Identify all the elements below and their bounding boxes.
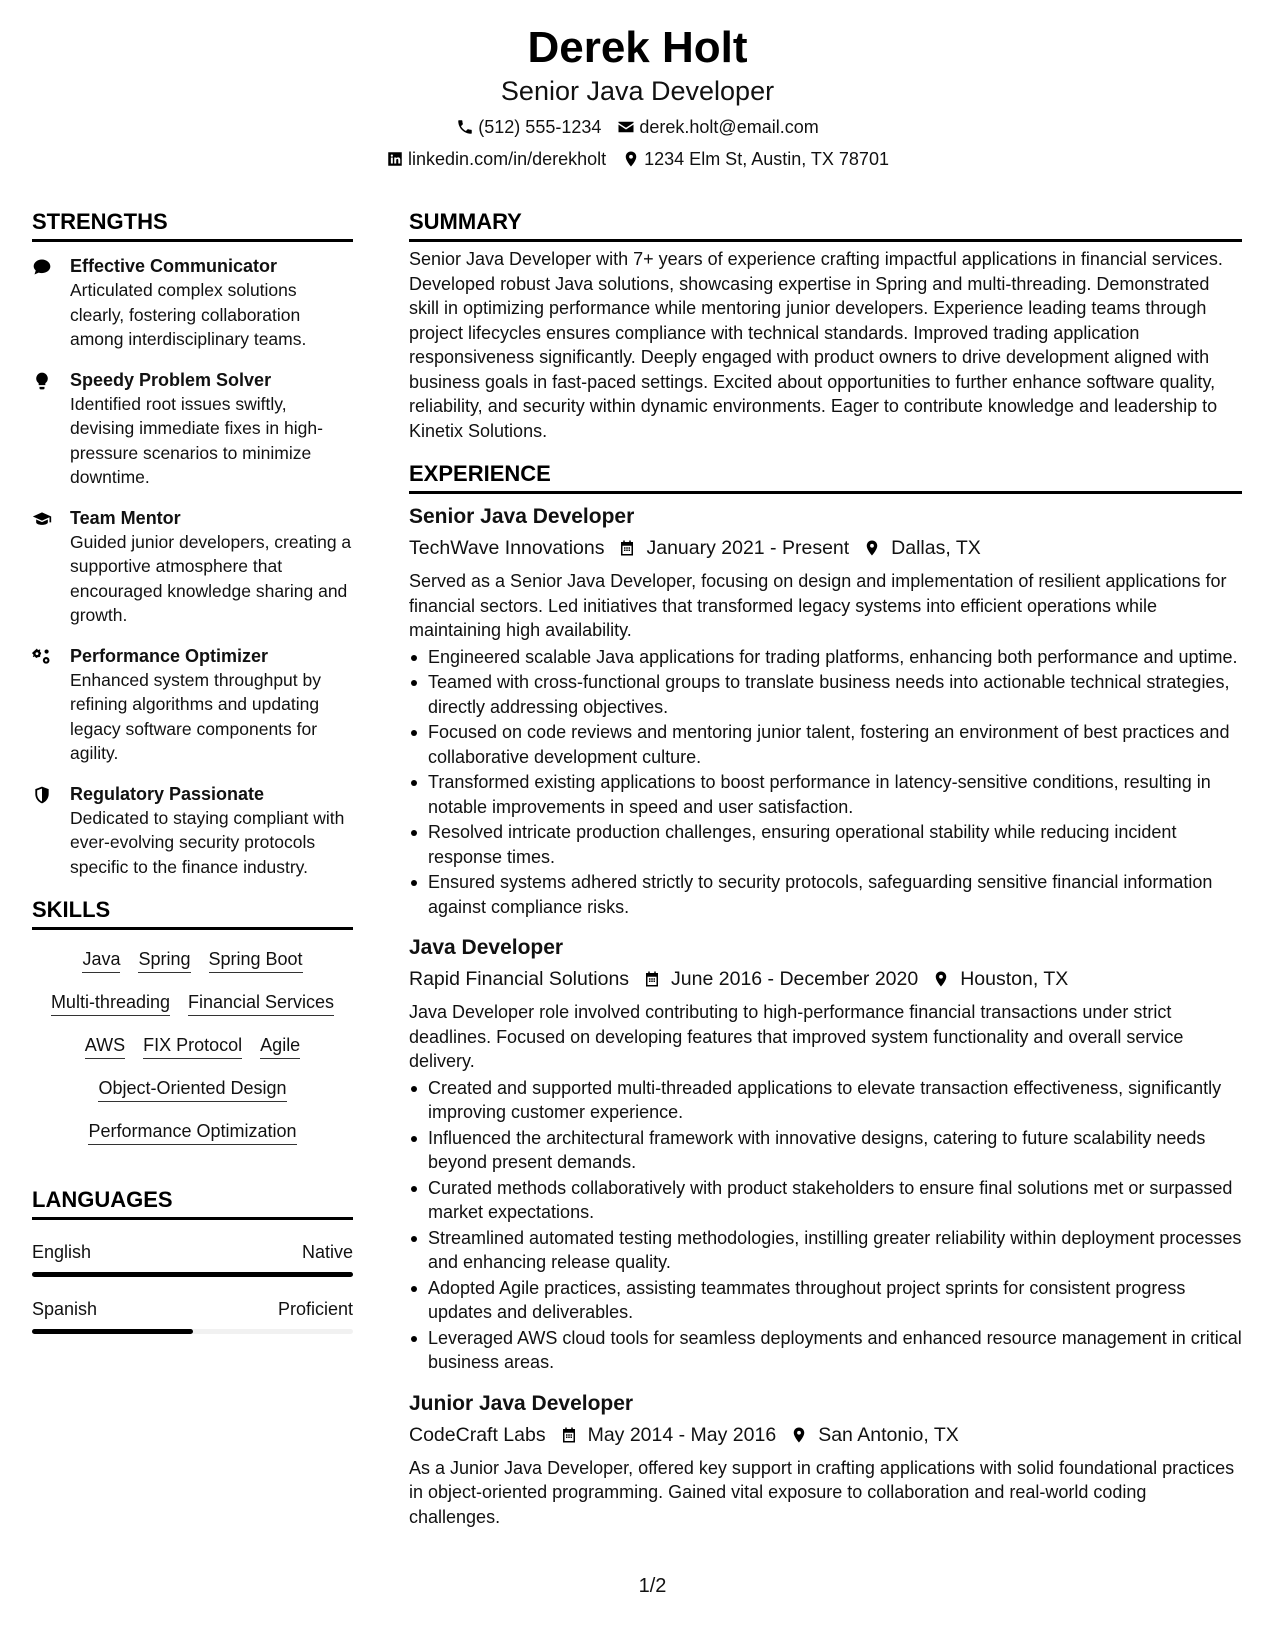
language-item bbox=[32, 1297, 353, 1334]
job-bullet: Curated methods collaboratively with product stakeholders to ensure final solutions met or surpassed market expectations. bbox=[409, 1176, 1242, 1225]
right-column bbox=[409, 207, 1242, 1529]
language-bar-fill bbox=[32, 1329, 193, 1334]
languages-heading: LANGUAGES bbox=[32, 1185, 353, 1220]
contact-row-1 bbox=[0, 114, 1275, 140]
skill-tag: Agile bbox=[260, 1032, 300, 1059]
skill-tag: Financial Services bbox=[188, 989, 334, 1016]
contact-row-2 bbox=[0, 146, 1275, 172]
map-pin-icon bbox=[932, 970, 950, 988]
page-number: 1/2 bbox=[638, 1575, 667, 1597]
job-meta bbox=[409, 1420, 1242, 1450]
strength-title: Performance Optimizer bbox=[70, 645, 269, 666]
language-bar bbox=[32, 1329, 353, 1334]
job-meta bbox=[409, 533, 1242, 563]
job-bullet: Adopted Agile practices, assisting teammates throughout project sprints for consistent progress updates and deliverables. bbox=[409, 1276, 1242, 1325]
job-company: Rapid Financial Solutions bbox=[409, 968, 630, 990]
strength-title: Effective Communicator bbox=[70, 256, 278, 276]
job-bullet: Ensured systems adhered strictly to security protocols, safeguarding sensitive financial information against compliance risks. bbox=[409, 870, 1242, 919]
job-bullet: Streamlined automated testing methodologies, instilling greater reliability within deployment processes and enhancing release quality. bbox=[409, 1226, 1242, 1275]
skill-tag: Spring bbox=[138, 946, 190, 973]
job-dates: May 2014 - May 2016 bbox=[587, 1423, 777, 1446]
calendar-icon bbox=[643, 970, 661, 988]
strength-item bbox=[32, 782, 353, 880]
skill-tag: Spring Boot bbox=[209, 946, 303, 973]
skill-tag: AWS bbox=[85, 1032, 125, 1059]
lightbulb-icon bbox=[32, 371, 52, 391]
map-pin-icon bbox=[790, 1426, 808, 1444]
calendar-icon bbox=[560, 1426, 578, 1444]
job-dates: January 2021 - Present bbox=[646, 537, 850, 559]
resume-header bbox=[0, 20, 1275, 172]
job-company: TechWave Innovations bbox=[409, 537, 605, 559]
calendar-icon bbox=[618, 539, 636, 557]
experience-heading: EXPERIENCE bbox=[409, 459, 1242, 494]
job-location: San Antonio, TX bbox=[818, 1423, 959, 1446]
candidate-title: Senior Java Developer bbox=[500, 76, 775, 106]
strength-desc: Enhanced system throughput by refining algorithms and updating legacy software components for agility. bbox=[70, 669, 321, 763]
phone-icon bbox=[456, 118, 474, 136]
strength-item bbox=[32, 644, 353, 766]
experience-list bbox=[409, 502, 1242, 1529]
job-title: Senior Java Developer bbox=[409, 505, 635, 528]
strength-desc: Guided junior developers, creating a supportive atmosphere that encouraged knowledge sharing and growth. bbox=[70, 531, 352, 625]
skill-tag: Multi-threading bbox=[51, 989, 170, 1016]
strength-title: Speedy Problem Solver bbox=[70, 369, 272, 390]
address-text: 1234 Elm St, Austin, TX 78701 bbox=[644, 149, 889, 169]
language-name: Spanish bbox=[32, 1299, 98, 1319]
email-text[interactable]: derek.holt@email.com bbox=[639, 117, 819, 137]
job-bullet: Resolved intricate production challenges, ensuring operational stability while reducing incident response times. bbox=[409, 820, 1242, 869]
job-description: Served as a Senior Java Developer, focusing on design and implementation of resilient applications for financial sectors. Led initiatives that transformed legacy systems into efficient operations while maintaining high availability. bbox=[409, 571, 1227, 640]
candidate-name: Derek Holt bbox=[527, 23, 748, 72]
speech-bubble-icon bbox=[32, 257, 52, 277]
job-location: Houston, TX bbox=[960, 968, 1069, 990]
job-bullet: Teamed with cross-functional groups to translate business needs into actionable technical strategies, directly addressing objectives. bbox=[409, 670, 1242, 719]
skill-tag: Performance Optimization bbox=[88, 1118, 296, 1145]
summary-heading: SUMMARY bbox=[409, 207, 1242, 242]
summary-text: Senior Java Developer with 7+ years of experience crafting impactful applications in financial services. Developed robust Java solutions, showcasing expertise in Spring and multi-threading. Demonstrated skill in optimizing performance while mentoring junior developers. Experience leading teams through project lifecycles ensures compliance with technical standards. Improved trading application responsiveness significantly. Deeply engaged with product owners to drive development aligned with business goals in fast-paced settings. Excited about opportunities to further enhance software quality, reliability, and security within dynamic environments. Eager to contribute knowledge and leadership to Kinetix Solutions. bbox=[409, 249, 1223, 441]
job-company: CodeCraft Labs bbox=[409, 1423, 546, 1446]
map-pin-icon bbox=[622, 150, 640, 168]
job-entry bbox=[409, 933, 1242, 1375]
language-name: English bbox=[32, 1242, 92, 1262]
skill-tag: Object-Oriented Design bbox=[98, 1075, 286, 1102]
strengths-heading: STRENGTHS bbox=[32, 207, 353, 242]
job-description: Java Developer role involved contributing to high-performance financial transactions under strict deadlines. Focused on developing features that improved system functionality and overall service delivery. bbox=[409, 1002, 1184, 1071]
job-title: Java Developer bbox=[409, 936, 564, 959]
skills-heading: SKILLS bbox=[32, 895, 353, 930]
linkedin-icon bbox=[386, 150, 404, 168]
language-bar-fill bbox=[32, 1272, 353, 1277]
job-bullet: Created and supported multi-threaded applications to elevate transaction effectiveness, significantly improving customer experience. bbox=[409, 1076, 1242, 1125]
language-item bbox=[32, 1240, 353, 1277]
language-level: Proficient bbox=[277, 1299, 353, 1319]
job-bullet: Leveraged AWS cloud tools for seamless deployments and enhanced resource management in critical business areas. bbox=[409, 1326, 1242, 1375]
language-bar bbox=[32, 1272, 353, 1277]
left-column bbox=[32, 207, 353, 1334]
job-bullets bbox=[409, 645, 1242, 920]
job-entry bbox=[409, 502, 1242, 919]
linkedin-item[interactable] bbox=[386, 146, 606, 172]
address-item bbox=[622, 146, 889, 172]
job-bullet: Focused on code reviews and mentoring junior talent, fostering an environment of best practices and collaborative development culture. bbox=[409, 720, 1242, 769]
language-level: Native bbox=[301, 1242, 353, 1262]
email-item[interactable] bbox=[617, 114, 818, 140]
job-bullet: Transformed existing applications to boost performance in latency-sensitive conditions, resulting in notable improvements in speed and user satisfaction. bbox=[409, 770, 1242, 819]
envelope-icon bbox=[617, 118, 635, 136]
job-entry bbox=[409, 1389, 1242, 1530]
strength-desc: Articulated complex solutions clearly, fostering collaboration among interdisciplinary teams. bbox=[70, 280, 307, 349]
strength-desc: Dedicated to staying compliant with ever-evolving security protocols specific to the finance industry. bbox=[70, 807, 345, 877]
skill-tag: FIX Protocol bbox=[143, 1032, 242, 1059]
strength-item bbox=[32, 506, 353, 628]
graduation-cap-icon bbox=[32, 509, 52, 529]
job-bullets bbox=[409, 1076, 1242, 1375]
job-description: As a Junior Java Developer, offered key support in crafting applications with solid foundational practices in object-oriented programming. Gained vital exposure to collaboration and real-world coding challenges. bbox=[409, 1457, 1235, 1527]
job-location: Dallas, TX bbox=[891, 537, 981, 559]
strength-item bbox=[32, 368, 353, 490]
strength-item bbox=[32, 254, 353, 352]
phone-item bbox=[456, 114, 601, 140]
phone-text: (512) 555-1234 bbox=[478, 117, 602, 137]
skills-list bbox=[32, 946, 353, 1145]
shield-icon bbox=[32, 785, 52, 805]
job-bullet: Engineered scalable Java applications for trading platforms, enhancing both performance and uptime. bbox=[409, 645, 1242, 670]
strength-desc: Identified root issues swiftly, devising immediate fixes in high-pressure scenarios to minimize downtime. bbox=[70, 393, 323, 487]
strength-title: Regulatory Passionate bbox=[70, 783, 265, 804]
gears-icon bbox=[32, 647, 52, 667]
strengths-list bbox=[32, 254, 353, 879]
job-bullet: Influenced the architectural framework with innovative designs, catering to future scalability needs beyond present demands. bbox=[409, 1126, 1242, 1175]
job-meta bbox=[409, 964, 1242, 994]
skill-tag: Java bbox=[82, 946, 120, 973]
job-dates: June 2016 - December 2020 bbox=[671, 968, 919, 990]
linkedin-text[interactable]: linkedin.com/in/derekholt bbox=[408, 149, 607, 169]
strength-title: Team Mentor bbox=[70, 507, 181, 528]
map-pin-icon bbox=[863, 539, 881, 557]
job-title: Junior Java Developer bbox=[409, 1391, 634, 1415]
